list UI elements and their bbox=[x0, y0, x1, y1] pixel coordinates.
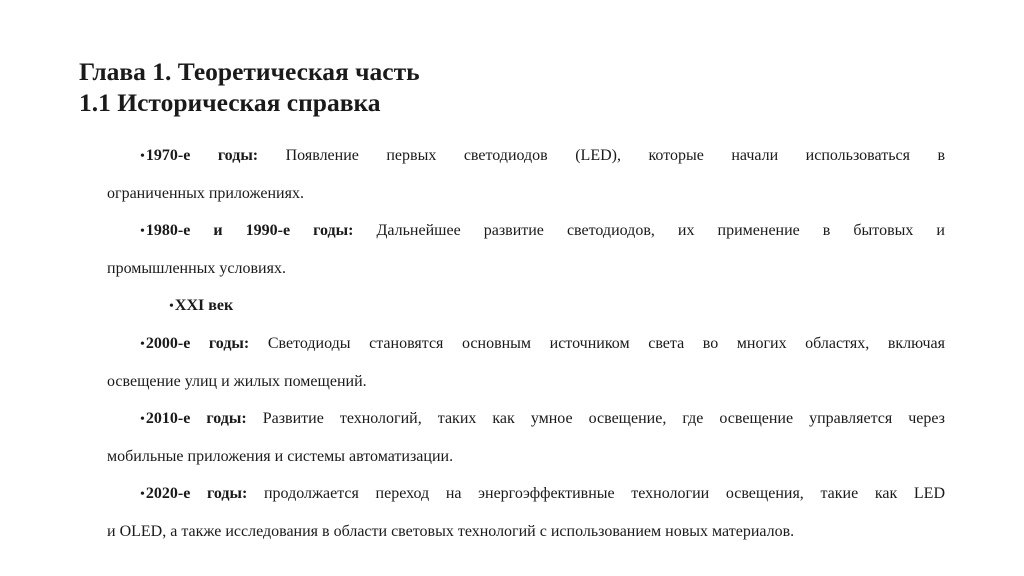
list-item-term: 2000-е годы: bbox=[145, 335, 250, 352]
bullet-icon: • bbox=[140, 149, 145, 164]
chapter-title: Глава 1. Теоретическая часть bbox=[79, 57, 420, 86]
list-item-second-line: промышленных условиях. bbox=[107, 260, 286, 277]
bullet-icon: • bbox=[140, 412, 145, 427]
list-item-second-line: ограниченных приложениях. bbox=[107, 185, 304, 202]
list-item-heading: XXI век bbox=[174, 297, 234, 314]
section-title: 1.1 Историческая справка bbox=[79, 88, 381, 117]
history-list bbox=[107, 137, 945, 550]
bullet-icon: • bbox=[140, 487, 145, 502]
list-item-2010s bbox=[107, 400, 945, 475]
list-item-second-line: мобильные приложения и системы автоматизации. bbox=[107, 448, 454, 465]
list-item-2000s bbox=[107, 325, 945, 400]
list-item-term: 1970-е годы: bbox=[145, 147, 259, 164]
list-item-1970s bbox=[107, 137, 945, 212]
list-item-first-line bbox=[107, 400, 945, 438]
list-item-text: Появление первых светодиодов (LED), которые начали использоваться в bbox=[258, 147, 946, 164]
list-item-first-line bbox=[107, 137, 945, 175]
list-item-xxi-century bbox=[107, 287, 945, 325]
bullet-icon: • bbox=[140, 337, 145, 352]
list-item-first-line bbox=[107, 475, 945, 513]
list-item-first-line bbox=[107, 325, 945, 363]
list-item-term: 1980-е и 1990-е годы: bbox=[145, 222, 354, 239]
list-item-text: Светодиоды становятся основным источником света во многих областях, включая bbox=[249, 335, 945, 352]
list-item-second-line: и OLED, а также исследования в области световых технологий с использованием новых материалов. bbox=[107, 523, 795, 540]
bullet-icon: • bbox=[169, 299, 174, 314]
list-item-first-line bbox=[107, 212, 945, 250]
list-item-term: 2010-е годы: bbox=[145, 410, 247, 427]
page-title bbox=[79, 56, 420, 118]
list-item-text: Дальнейшее развитие светодиодов, их применение в бытовых и bbox=[353, 222, 945, 239]
list-item-1980s-1990s bbox=[107, 212, 945, 287]
list-item-2020s bbox=[107, 475, 945, 550]
list-item-text: продолжается переход на энергоэффективные технологии освещения, такие как LED bbox=[247, 485, 946, 502]
bullet-icon: • bbox=[140, 224, 145, 239]
list-item-term: 2020-е годы: bbox=[145, 485, 248, 502]
list-item-second-line: освещение улиц и жилых помещений. bbox=[107, 373, 367, 390]
list-item-text: Развитие технологий, таких как умное освещение, где освещение управляется через bbox=[246, 410, 946, 427]
